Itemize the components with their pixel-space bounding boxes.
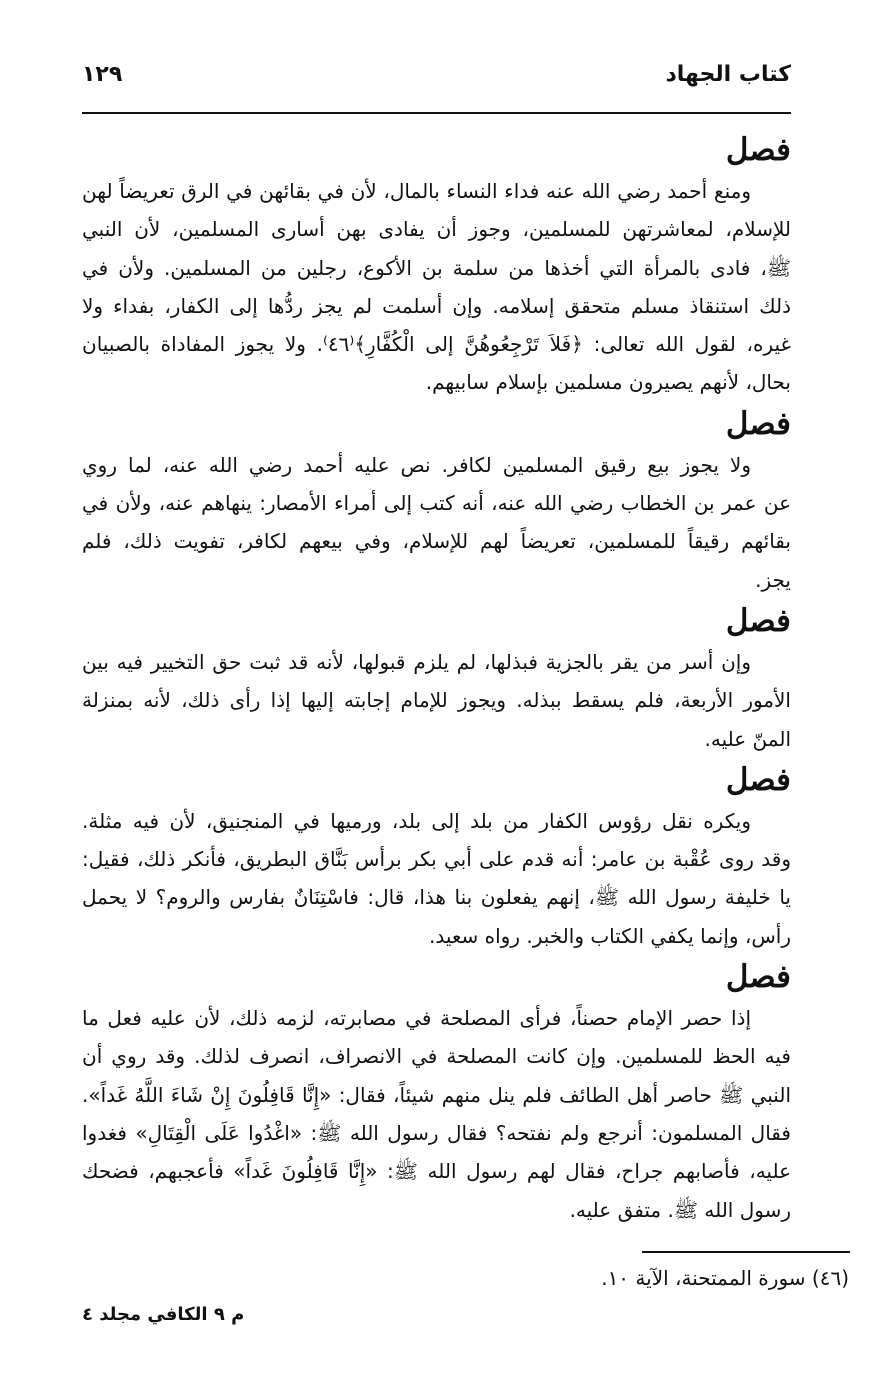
text-line: بحال، لأنهم يصيرون مسلمين بإسلام سابيهم. [425,370,791,395]
text-line: ذلك استنقاذ مسلم متحقق إسلامه. وإن أسلمت لم يجز ردُّها إلى الكفار، بفداء ولا [82,293,791,318]
running-title: كتاب الجهاد [665,62,791,87]
running-head [82,62,791,102]
section-jizya-offer [82,599,791,758]
text-line: الأمور الأربعة، فلم يسقط ببذله. ويجوز للإمام إجابته إليها إذا رأى ذلك، لأنه بمنزلة [82,688,791,713]
text-line: المنّ عليه. [704,726,791,751]
text-line: ويكره نقل رؤوس الكفار من بلد إلى بلد، ورميها في المنجنيق، لأن فيه مثلة. [82,808,751,833]
section-heading: فصل [725,132,791,168]
section-sale-of-slaves [82,402,791,599]
text-line: غيره، لقول الله تعالى: ﴿فَلاَ تَرْجِعُوهُنَّ إلى الْكُفَّارِ﴾⁽٤٦⁾. ولا يجوز المفاداة بالصبيان [82,332,791,357]
text-line: بقائهم رقيقاً للمسلمين، تعريضاً لهم للإسلام، وفي بيعهم لكافر، تفويت ذلك، فلم [82,529,791,554]
body-text [82,128,791,1229]
text-line: فيه الحظ للمسلمين. وإن كانت المصلحة في الانصراف، انصرف لذلك. وقد روي أن [82,1044,791,1069]
text-line: رأس، وإنما يكفي الكتاب والخبر. رواه سعيد. [428,923,791,948]
text-line: للإسلام، لمعاشرتهن للمسلمين، وجوز أن يفادى بهن أسارى المسلمين، لأن النبي [82,217,791,242]
section-heading: فصل [725,959,791,996]
text-line: ومنع أحمد رضي الله عنه فداء النساء بالمال، لأن في بقائهن في الرق تعريضاً لهن [82,179,751,203]
text-line: ﷺ، فادى بالمرأة التي أخذها من سلمة بن الأكوع، رجلين من المسلمين. ولأن في [82,255,791,280]
section-heading: فصل [725,602,791,639]
text-line: ولا يجوز بيع رقيق المسلمين لكافر. نص عليه أحمد رضي الله عنه، لما روي [82,452,751,477]
footnote-rule [642,1251,850,1253]
printer-signature: م ٩ الكافي مجلد ٤ [82,1304,245,1325]
section-ransom-of-women [82,128,791,402]
text-line: عن عمر بن الخطاب رضي الله عنه، أنه كتب إلى أمراء الأمصار: ينهاهم عنه، ولأن في [82,491,791,516]
section-transport-of-heads [82,758,791,955]
section-heading: فصل [725,405,791,442]
footnote: (٤٦) سورة الممتحنة، الآية ١٠. [601,1266,849,1290]
text-line: فقال المسلمون: أنرجع ولم نفتحه؟ فقال رسول الله ﷺ: «اغْدُوا عَلَى الْقِتَالِ» فغدوا [82,1120,791,1145]
text-line: وإن أسر من يقر بالجزية فبذلها، لم يلزم قبولها، لأنه قد ثبت حق التخيير فيه بين [82,649,751,674]
text-line: رسول الله ﷺ. متفق عليه. [569,1197,791,1222]
page-number: ١٢٩ [82,62,123,87]
text-line: يجز. [755,567,791,592]
text-line: يا خليفة رسول الله ﷺ، إنهم يفعلون بنا هذا، قال: فاسْتِنَانٌ بفارس والروم؟ لا يحمل [82,885,791,910]
section-heading: فصل [725,761,791,798]
section-siege [82,955,791,1229]
text-line: عليه، فأصابهم جراح، فقال لهم رسول الله ﷺ: «إِنَّا قَافِلُونَ غَداً» فأعجبهم، فضحك [82,1159,791,1184]
header-rule [82,112,791,114]
text-line: وقد روى عُقْبة بن عامر: أنه قدم على أبي بكر برأس بَنَّاق البطريق، فأنكر ذلك، فقيل: [82,847,791,872]
text-line: إذا حصر الإمام حصناً، فرأى المصلحة في مصابرته، لزمه ذلك، لأن عليه فعل ما [82,1006,751,1031]
text-line: النبي ﷺ حاصر أهل الطائف فلم ينل منهم شيئاً، فقال: «إِنَّا قَافِلُونَ إِنْ شَاءَ اللَّهُ غَداً». [82,1082,791,1107]
